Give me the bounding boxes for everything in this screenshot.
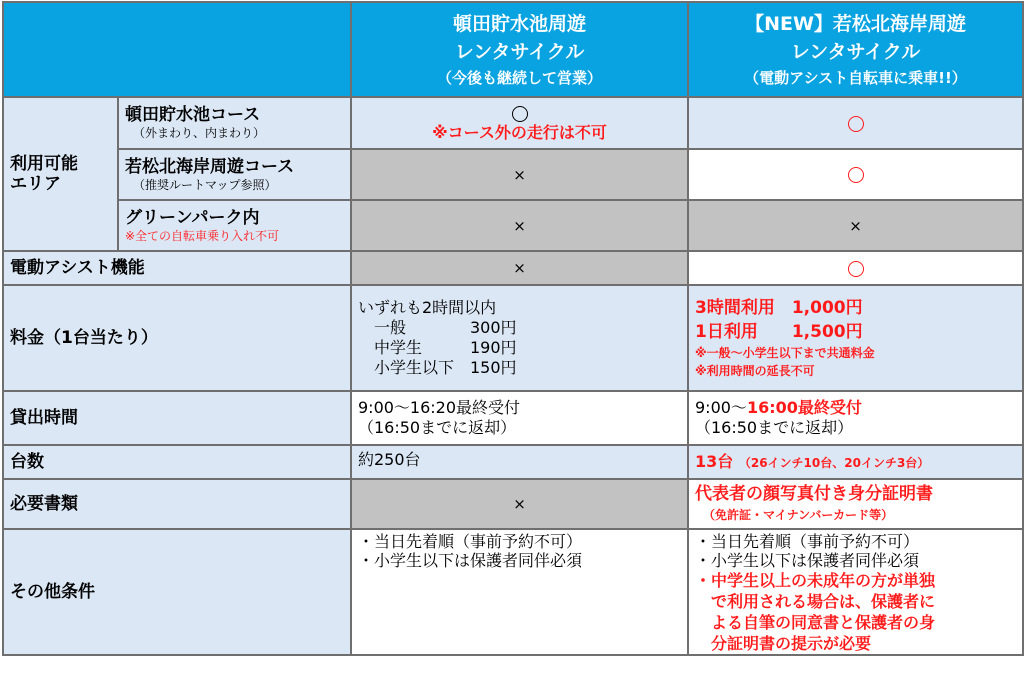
course3-label — [118, 200, 351, 251]
hours-col2-prefix: 9:00～ — [695, 398, 747, 417]
other-col2 — [688, 529, 1023, 655]
fee-col1-line: 一般 300円 — [358, 318, 517, 337]
count-col2 — [688, 445, 1023, 479]
area-label: 利用可能 エリア — [3, 97, 118, 251]
area-row-3 — [3, 200, 1023, 251]
header-row — [3, 2, 1023, 97]
hours-col1-line2: （16:50までに返却） — [358, 418, 517, 437]
assist-col1: × — [351, 251, 688, 285]
course1-col1-note: ※コース外の走行は不可 — [432, 123, 607, 142]
course1-label — [118, 97, 351, 149]
hours-row — [3, 391, 1023, 445]
other-col2-item: ・当日先着順（事前予約不可） — [695, 532, 920, 551]
assist-col2 — [688, 251, 1023, 285]
course1-name: 頓田貯水池コース — [125, 105, 261, 125]
count-row — [3, 445, 1023, 479]
docs-label: 必要書類 — [3, 479, 351, 529]
header-col1-line1: 頓田貯水池周遊 — [452, 12, 586, 35]
other-col2-red: ・中学生以上の未成年の方が単独 で利用される場合は、保護者に よる自筆の同意書と保護者の身 分証明書の提示が必要 — [695, 571, 936, 653]
circle-icon — [848, 116, 864, 132]
other-row — [3, 529, 1023, 655]
header-col1-line3: （今後も継続して営業） — [436, 68, 602, 87]
circle-icon — [848, 261, 864, 277]
fee-row — [3, 285, 1023, 391]
header-col2-line3: （電動アシスト自転車に乗車!!） — [744, 68, 967, 87]
course1-col1 — [351, 97, 688, 149]
course1-note: （外まわり、内まわり） — [133, 126, 266, 140]
hours-col2-line2: （16:50までに返却） — [695, 418, 854, 437]
header-col-tonda — [351, 2, 688, 97]
fee-label: 料金（1台当たり） — [3, 285, 351, 391]
course2-name: 若松北海岸周遊コース — [125, 156, 295, 177]
course2-note: （推奨ルートマップ参照） — [133, 177, 277, 192]
docs-col2-main: 代表者の顔写真付き身分証明書 — [695, 484, 933, 504]
header-blank — [3, 2, 351, 97]
header-col2-line2: レンタサイクル — [790, 40, 921, 63]
docs-col2-note: （免許証・マイナンバーカード等） — [703, 508, 894, 522]
comparison-table — [2, 1, 1024, 656]
hours-col1-line1: 9:00～16:20最終受付 — [358, 398, 521, 417]
header-col-wakamatsu — [688, 2, 1023, 97]
header-col1-line2: レンタサイクル — [454, 40, 585, 63]
count-label: 台数 — [3, 445, 351, 479]
circle-icon — [848, 167, 864, 183]
fee-col2-main1: 3時間利用 1,000円 — [695, 298, 863, 318]
course2-col2 — [688, 149, 1023, 200]
hours-col2 — [688, 391, 1023, 445]
fee-col1 — [351, 285, 688, 391]
course3-note: ※全ての自転車乗り入れ不可 — [125, 228, 280, 243]
count-col2-note: （26インチ10台、20インチ3台） — [738, 455, 930, 470]
course2-label — [118, 149, 351, 200]
course1-col2 — [688, 97, 1023, 149]
fee-col2-note2: ※利用時間の延長不可 — [695, 364, 815, 378]
circle-icon — [512, 106, 528, 122]
count-col2-main: 13台 — [695, 451, 734, 471]
area-row-2 — [3, 149, 1023, 200]
fee-col1-line: いずれも2時間以内 — [358, 298, 497, 317]
fee-col1-line: 中学生 190円 — [358, 338, 517, 357]
hours-col2-red: 16:00最終受付 — [746, 398, 862, 417]
other-col1-item: ・小学生以下は保護者同伴必須 — [358, 551, 583, 570]
fee-col1-line: 小学生以下 150円 — [358, 358, 517, 377]
course3-col1: × — [351, 200, 688, 251]
assist-label: 電動アシスト機能 — [3, 251, 351, 285]
hours-label: 貸出時間 — [3, 391, 351, 445]
fee-col2 — [688, 285, 1023, 391]
course2-col1: × — [351, 149, 688, 200]
docs-col2 — [688, 479, 1023, 529]
docs-col1: × — [351, 479, 688, 529]
other-col2-item: ・小学生以下は保護者同伴必須 — [695, 551, 920, 570]
other-col1 — [351, 529, 688, 655]
fee-col2-note1: ※一般～小学生以下まで共通料金 — [695, 346, 875, 360]
course3-name: グリーンパーク内 — [125, 207, 260, 228]
other-label: その他条件 — [3, 529, 351, 655]
area-row-1 — [3, 97, 1023, 149]
header-col2-line1: 【NEW】若松北海岸周遊 — [745, 12, 966, 35]
count-col1: 約250台 — [351, 445, 688, 479]
course3-col2: × — [688, 200, 1023, 251]
fee-col2-main2: 1日利用 1,500円 — [695, 322, 863, 342]
other-col1-item: ・当日先着順（事前予約不可） — [358, 532, 583, 551]
assist-row — [3, 251, 1023, 285]
docs-row — [3, 479, 1023, 529]
hours-col1 — [351, 391, 688, 445]
